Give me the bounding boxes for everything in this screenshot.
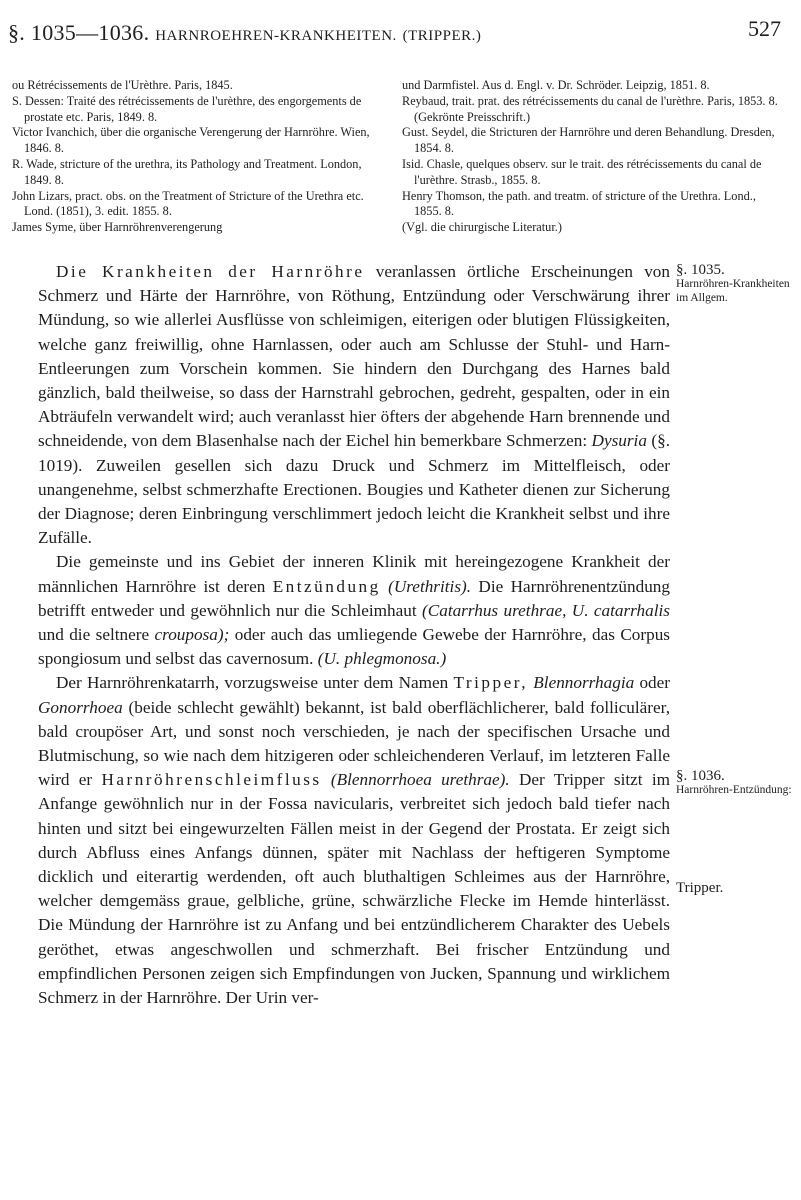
margin-section-number: §. 1036. [676,768,725,784]
bibliography [12,78,790,236]
term-harnroehrenschleimfluss: Harnröhrenschleimfluss [101,770,322,790]
text-run: Die Harnröhrenentzündung betrifft entweder und gewöhnlich nur die Schleimhaut [38,576,670,620]
margin-section-number: §. 1035. [676,262,725,278]
margin-topic: Tripper. [676,880,724,896]
running-head-title [8,20,481,46]
paragraph-tripper [38,671,670,1010]
text-run: oder auch das umliegende Gewebe der Harnröhre, das Corpus spongiosum und selbst das cavernosum. [38,625,670,669]
margin-note-1036 [676,769,794,797]
page-number: 527 [748,16,781,41]
text-run [322,770,331,789]
term-blennorrhoea-urethrae: (Blennorrhoea urethrae). [330,770,510,790]
bib-entry: und Darmfistel. Aus d. Engl. v. Dr. Schröder. Leipzig, 1851. 8. [402,78,710,92]
text-run: veranlassen örtliche Erscheinungen von Schmerz und Härte der Harnröhre, von Röthung, Entzündung oder Verschwärung ihrer Mündung, so wie allerlei Ausflüsse von schleimigen, eiterigen oder blutigen Flüssigkeiten, welche ganz freiwillig, ohne Harnlassen, oder auch am Schlusse der Stuhl- und Harn-Entleerungen zum Vorschein kommen. Sie hindern den Durchgang des Harnes bald gänzlich, bald theilweise, so dass der Harnstrahl gebrochen, gedreht, gespalten, oder in ein Abträufeln verwandelt wird; auch veranlasst hier öfters der abgehende Harn brennende und schneidende, von dem Blasenhalse nach der Eichel hin bemerkbare Schmerzen: [38,262,670,451]
section-range: §. 1035—1036. [8,20,150,45]
text-run: (beide schlecht gewählt) bekannt, ist bald oberflächlicherer, bald folliculärer, bald croupöser Art, und sonst noch verschieden, je nach der specifischen Ursache und Blutmischung, so wie nach dem hitzigeren oder schleichenderen Verlauf, im letzteren Falle wird er [38,697,670,790]
term-entzuendung: Entzündung [272,576,381,596]
bib-entry: John Lizars, pract. obs. on the Treatment of Stricture of the Urethra etc. Lond. (1851), 3. edit. 1855. 8. [12,188,364,219]
term-tripper: Tripper, [453,673,529,693]
bib-entry: Reybaud, trait. prat. des rétrécissements du canal de l'urèthre. Paris, 1853. 8. (Gekrönte Preisschrift.) [402,93,778,124]
bibliography-right-column [402,78,782,236]
margin-note-tripper [676,881,794,895]
running-head [0,14,801,54]
term-catarrhus: (Catarrhus urethrae, U. catarrhalis [422,600,670,620]
term-urethritis: (Urethritis). [388,576,472,596]
main-text [38,260,670,1010]
term-krankheiten-harnroehre: Die Krankheiten der Harnröhre [56,262,365,281]
term-crouposa: crouposa); [154,625,230,645]
bib-entry: Henry Thomson, the path. and treatm. of stricture of the Urethra. Lond., 1855. 8. [402,188,756,219]
text-run: (§. 1019). Zuweilen gesellen sich dazu Druck und Schmerz im Mittelfleisch, oder unangenehme, selbst schmerzhafte Erectionen. Bougies und Katheter dienen zur Sicherung der Diagnose; deren Einbringung verschlimmert jedoch leicht die Krankheit selbst und ihre Zufälle. [38,431,670,548]
paragraph-1036 [38,550,670,671]
margin-topic: im Allgem. [676,292,728,304]
bib-entry: S. Dessen: Traité des rétrécissements de l'urèthre, des engorgements de prostate etc. Paris, 1849. 8. [12,93,362,124]
term-dysuria: Dysuria [591,431,647,451]
text-run: und die seltnere [38,625,155,645]
bib-entry: ou Rétrécissements de l'Urèthre. Paris, 1845. [12,78,233,92]
bib-entry: James Syme, über Harnröhrenverengerung [12,220,223,235]
bibliography-left-column [12,78,392,236]
chapter-title: HARNROEHREN-KRANKHEITEN. [155,28,397,44]
paragraph-1035 [38,260,670,550]
margin-topic: Harnröhren-Krankheiten [676,278,790,290]
bib-entry: Victor Ivanchich, über die organische Verengerung der Harnröhre. Wien, 1846. 8. [12,125,370,156]
bib-entry: Gust. Seydel, die Stricturen der Harnröhre und deren Behandlung. Dresden, 1854. 8. [402,125,775,156]
bib-entry: (Vgl. die chirurgische Literatur.) [402,220,562,235]
bib-entry: Isid. Chasle, quelques observ. sur le trait. des rétrécissements du canal de l'urèthre. Strasb., 1855. 8. [402,156,762,187]
text-run: Der Tripper sitzt im Anfange gewöhnlich nur in der Fossa navicularis, verbreitet sich jedoch bald tiefer nach hinten und sitzt bei eingewurzelten Fällen meist in der Gegend der Prostata. Er zeigt sich durch Abfluss eines Anfangs dünnen, später mit Nachlass der heftigeren Symptome dicklich und eiterartig werdenden, oft auch bluthaltigen Schleimes aus der Harnröhre, welcher demgemäss graue, gelbliche, grüne, schwärzliche Flecke im Hemde hinterlässt. Die Mündung der Harnröhre ist zu Anfang und bei entzündlicherem Charakter des Uebels geröthet, etwas angeschwollen und schmerzhaft. Bei frischer Entzündung und empfindlichen Personen zeigen sich Empfindungen von Jucken, Spannung und wirklichem Schmerz in der Harnröhre. Der Urin ver- [38,770,670,1008]
term-phlegmonosa: (U. phlegmonosa.) [317,649,447,669]
term-gonorrhoea: Gonorrhoea [38,697,123,717]
margin-note-1035 [676,263,794,305]
chapter-subtitle: (TRIPPER.) [402,28,482,44]
text-run: oder [634,673,670,693]
term-blennorrhagia: Blennorrhagia [533,673,635,693]
bib-entry: R. Wade, stricture of the urethra, its Pathology and Treatment. London, 1849. 8. [12,156,362,187]
text-run: Die gemeinste und ins Gebiet der inneren Klinik mit hereingezogene Krankheit der männlichen Harnröhre ist deren [38,552,670,596]
margin-topic: Harnröhren-Entzündung: [676,784,792,796]
text-run: Der Harnröhrenkatarrh, vorzugsweise unter dem Namen [56,673,454,693]
